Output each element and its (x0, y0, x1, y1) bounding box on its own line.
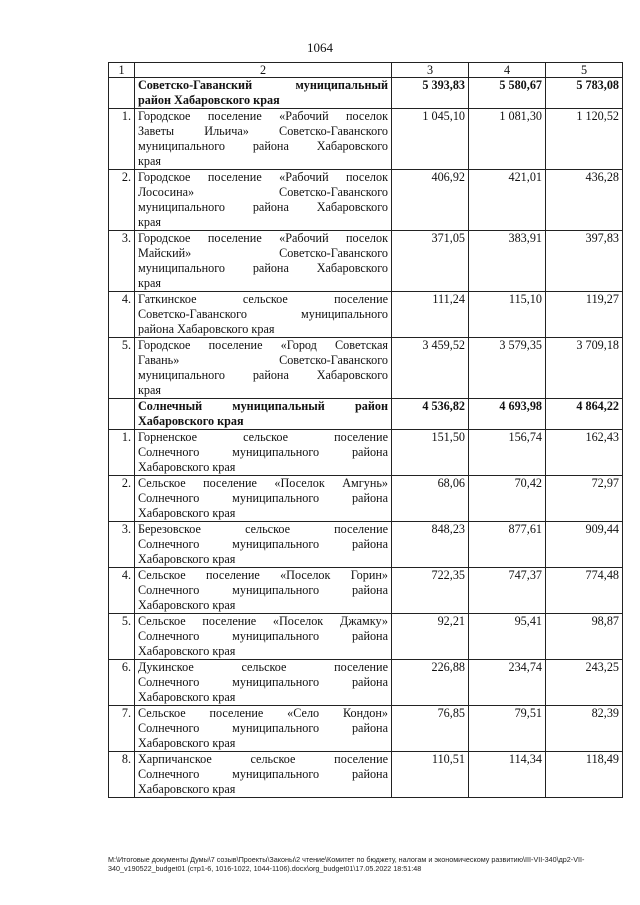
header-col-4: 4 (469, 63, 546, 78)
name-line: Городское поселение «Рабочий поселок (138, 231, 388, 245)
row-number: 1. (109, 109, 135, 170)
row-number: 7. (109, 706, 135, 752)
name-line: Хабаровского края (138, 414, 244, 428)
settlement-row (109, 170, 623, 231)
value-col-3: 76,85 (392, 706, 469, 752)
table-header-row (109, 63, 623, 78)
value-col-5: 98,87 (546, 614, 623, 660)
name-line: Солнечный муниципальный район (138, 399, 388, 413)
name-line: Сельское поселение «Поселок Горин» (138, 568, 388, 582)
value-col-4: 421,01 (469, 170, 546, 231)
row-number (109, 399, 135, 430)
name-line: муниципального района Хабаровского (138, 139, 388, 153)
value-col-3: 151,50 (392, 430, 469, 476)
name-line: Харпичанское сельское поселение (138, 752, 388, 766)
settlement-row (109, 614, 623, 660)
value-col-3: 848,23 (392, 522, 469, 568)
name-line: Солнечного муниципального района (138, 675, 388, 689)
value-col-4: 3 579,35 (469, 338, 546, 399)
name-line: район Хабаровского края (138, 93, 280, 107)
district-name (135, 399, 392, 430)
settlement-name (135, 292, 392, 338)
name-line: Городское поселение «Рабочий поселок (138, 109, 388, 123)
settlement-name (135, 614, 392, 660)
name-line: края (138, 154, 162, 168)
name-line: Хабаровского края (138, 552, 236, 566)
name-line: Советско-Гаванский муниципальный (138, 78, 388, 92)
name-line: Майский» Советско-Гаванского (138, 246, 388, 260)
row-number: 8. (109, 752, 135, 798)
row-number: 3. (109, 231, 135, 292)
value-col-4: 747,37 (469, 568, 546, 614)
value-col-5: 774,48 (546, 568, 623, 614)
row-number: 3. (109, 522, 135, 568)
settlement-name (135, 660, 392, 706)
name-line: Лососина» Советско-Гаванского (138, 185, 388, 199)
name-line: Сельское поселение «Поселок Джамку» (138, 614, 388, 628)
value-col-4: 95,41 (469, 614, 546, 660)
name-line: края (138, 383, 162, 397)
row-number: 6. (109, 660, 135, 706)
name-line: Заветы Ильича» Советско-Гаванского (138, 124, 388, 138)
name-line: Хабаровского края (138, 506, 236, 520)
value-col-5: 4 864,22 (546, 399, 623, 430)
row-number: 5. (109, 614, 135, 660)
value-col-4: 70,42 (469, 476, 546, 522)
name-line: края (138, 276, 162, 290)
name-line: Солнечного муниципального района (138, 629, 388, 643)
value-col-3: 5 393,83 (392, 78, 469, 109)
settlement-name (135, 109, 392, 170)
value-col-5: 162,43 (546, 430, 623, 476)
value-col-3: 1 045,10 (392, 109, 469, 170)
name-line: Березовское сельское поселение (138, 522, 388, 536)
name-line: Дукинское сельское поселение (138, 660, 388, 674)
value-col-3: 226,88 (392, 660, 469, 706)
name-line: Городское поселение «Город Советская (138, 338, 388, 352)
settlement-row (109, 752, 623, 798)
value-col-4: 5 580,67 (469, 78, 546, 109)
value-col-5: 243,25 (546, 660, 623, 706)
settlement-name (135, 338, 392, 399)
name-line: Солнечного муниципального района (138, 445, 388, 459)
value-col-4: 1 081,30 (469, 109, 546, 170)
settlement-name (135, 706, 392, 752)
settlement-row (109, 430, 623, 476)
value-col-4: 383,91 (469, 231, 546, 292)
budget-table-body (109, 63, 623, 798)
settlement-row (109, 109, 623, 170)
budget-table (108, 62, 623, 798)
district-row (109, 78, 623, 109)
settlement-row (109, 522, 623, 568)
value-col-5: 436,28 (546, 170, 623, 231)
value-col-5: 3 709,18 (546, 338, 623, 399)
value-col-5: 397,83 (546, 231, 623, 292)
value-col-3: 68,06 (392, 476, 469, 522)
name-line: края (138, 215, 162, 229)
header-col-2: 2 (135, 63, 392, 78)
name-line: Хабаровского края (138, 736, 236, 750)
value-col-4: 4 693,98 (469, 399, 546, 430)
settlement-row (109, 706, 623, 752)
file-path-footer: М:\Итоговые документы Думы\7 созыв\Проекты\Законы\2 чтение\Комитет по бюджету, налогам и экономическому развитию\III-VII-340\др2-VII-340_v190522_budget01 (стр1-6, 1016-1022, 1044-1106).docx\org_budget01\17.05.2022 18:51:48 (108, 855, 585, 873)
name-line: Солнечного муниципального района (138, 491, 388, 505)
name-line: муниципального района Хабаровского (138, 261, 388, 275)
settlement-row (109, 476, 623, 522)
name-line: муниципального района Хабаровского (138, 368, 388, 382)
value-col-3: 371,05 (392, 231, 469, 292)
settlement-name (135, 522, 392, 568)
settlement-name (135, 568, 392, 614)
value-col-4: 234,74 (469, 660, 546, 706)
name-line: Солнечного муниципального района (138, 767, 388, 781)
name-line: Солнечного муниципального района (138, 583, 388, 597)
value-col-5: 909,44 (546, 522, 623, 568)
name-line: Хабаровского края (138, 598, 236, 612)
value-col-4: 115,10 (469, 292, 546, 338)
settlement-row (109, 660, 623, 706)
name-line: Хабаровского края (138, 782, 236, 796)
settlement-row (109, 292, 623, 338)
settlement-name (135, 752, 392, 798)
value-col-5: 118,49 (546, 752, 623, 798)
header-col-5: 5 (546, 63, 623, 78)
name-line: Советско-Гаванского муниципального (138, 307, 388, 321)
district-row (109, 399, 623, 430)
value-col-3: 722,35 (392, 568, 469, 614)
value-col-3: 110,51 (392, 752, 469, 798)
value-col-5: 72,97 (546, 476, 623, 522)
settlement-row (109, 338, 623, 399)
value-col-4: 156,74 (469, 430, 546, 476)
value-col-3: 3 459,52 (392, 338, 469, 399)
settlement-row (109, 568, 623, 614)
header-col-3: 3 (392, 63, 469, 78)
name-line: Гаткинское сельское поселение (138, 292, 388, 306)
settlement-name (135, 170, 392, 231)
row-number: 5. (109, 338, 135, 399)
settlement-name (135, 231, 392, 292)
row-number: 2. (109, 476, 135, 522)
name-line: Горненское сельское поселение (138, 430, 388, 444)
settlement-name (135, 476, 392, 522)
name-line: Хабаровского края (138, 690, 236, 704)
name-line: Сельское поселение «Село Кондон» (138, 706, 388, 720)
name-line: района Хабаровского края (138, 322, 275, 336)
name-line: Хабаровского края (138, 644, 236, 658)
name-line: Солнечного муниципального района (138, 537, 388, 551)
name-line: Сельское поселение «Поселок Амгунь» (138, 476, 388, 490)
row-number: 2. (109, 170, 135, 231)
value-col-3: 4 536,82 (392, 399, 469, 430)
name-line: Хабаровского края (138, 460, 236, 474)
value-col-5: 119,27 (546, 292, 623, 338)
value-col-4: 114,34 (469, 752, 546, 798)
settlement-name (135, 430, 392, 476)
row-number: 1. (109, 430, 135, 476)
name-line: Городское поселение «Рабочий поселок (138, 170, 388, 184)
value-col-4: 79,51 (469, 706, 546, 752)
district-name (135, 78, 392, 109)
value-col-3: 111,24 (392, 292, 469, 338)
row-number: 4. (109, 292, 135, 338)
name-line: муниципального района Хабаровского (138, 200, 388, 214)
value-col-3: 406,92 (392, 170, 469, 231)
value-col-5: 1 120,52 (546, 109, 623, 170)
page-number: 1064 (307, 40, 333, 55)
value-col-5: 82,39 (546, 706, 623, 752)
value-col-3: 92,21 (392, 614, 469, 660)
settlement-row (109, 231, 623, 292)
header-col-1: 1 (109, 63, 135, 78)
value-col-5: 5 783,08 (546, 78, 623, 109)
row-number: 4. (109, 568, 135, 614)
row-number (109, 78, 135, 109)
value-col-4: 877,61 (469, 522, 546, 568)
name-line: Солнечного муниципального района (138, 721, 388, 735)
name-line: Гавань» Советско-Гаванского (138, 353, 388, 367)
